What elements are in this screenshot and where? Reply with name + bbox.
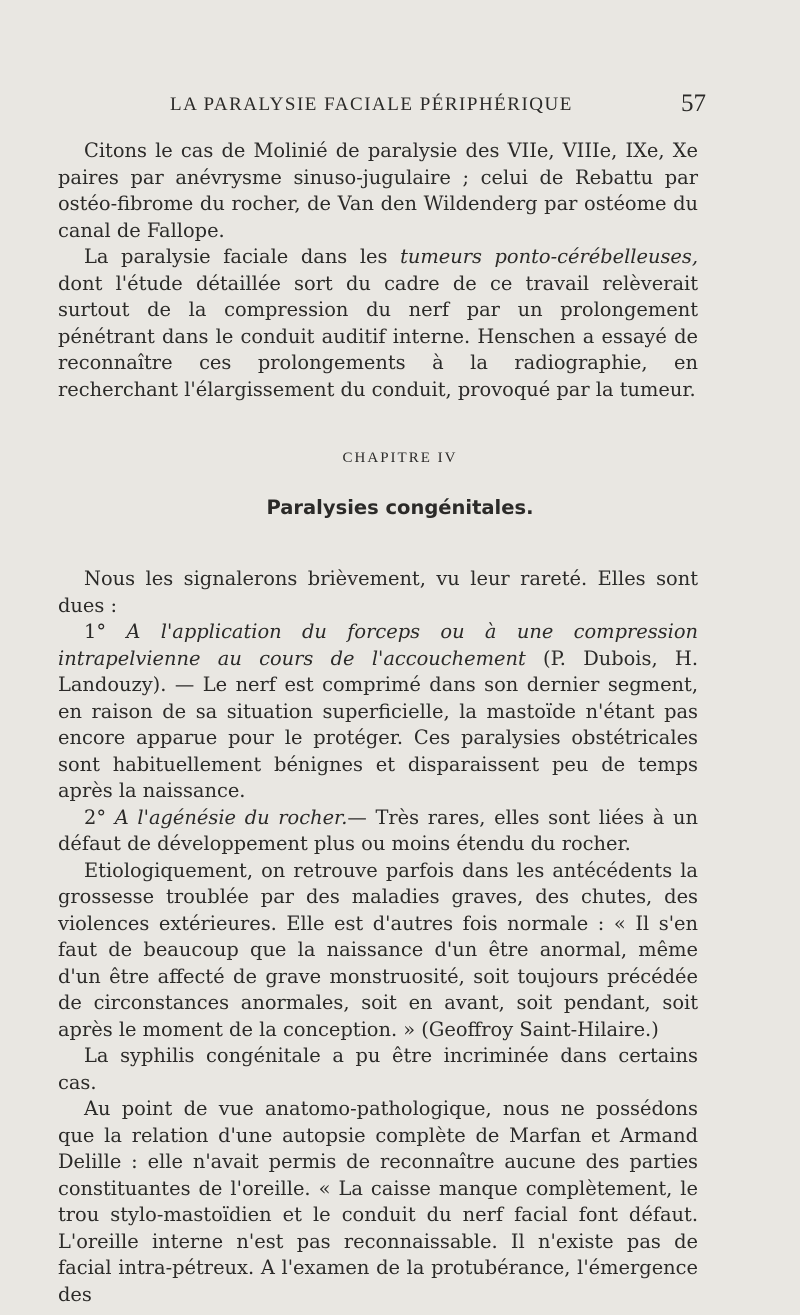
paragraph-agenesie xyxy=(58,805,698,858)
text-block-top xyxy=(58,138,698,403)
chapter-label: CHAPITRE IV xyxy=(342,450,458,466)
para-text: — Très rares, elles sont liées à un défaut de développement plus ou moins étendu du rocher. xyxy=(58,805,698,855)
paragraph-intro: Nous les signalerons brièvement, vu leur rareté. Elles sont dues : xyxy=(58,567,698,617)
paragraph-molinie: Citons le cas de Molinié de paralysie des VIIe, VIIIe, IXe, Xe paires par anévrysme sinuso-jugulaire ; celui de Rebattu par ostéo-fibrome du rocher, de Van den Wildenderg par ostéome du canal de Fallope. xyxy=(58,139,698,242)
para-number: 1° xyxy=(84,620,127,643)
para-text: (P. Dubois, H. Landouzy). — Le nerf est comprimé dans son dernier segment, en raison de sa situation superficielle, la mastoïde n'étant pas encore apparue pour le protéger. Ces paralysies obstétricales sont habituellement bénignes et disparaissent peu de temps après la naissance. xyxy=(58,646,698,802)
text-block-chapter xyxy=(58,566,698,1308)
para-italic: A l'application du forceps ou à une compression intrapelvienne au cours de l'accouchement xyxy=(58,620,698,670)
chapter-title: Paralysies congénitales. xyxy=(266,496,534,519)
paragraph-ponto-cerebelleuses xyxy=(58,244,698,403)
running-header xyxy=(170,90,710,117)
paragraph-anatomo: Au point de vue anatomo-pathologique, nous ne possédons que la relation d'une autopsie complète de Marfan et Armand Delille : elle n'avait permis de reconnaître aucune des parties constituantes de l'oreille. « La caisse manque complètement, le trou stylo-mastoïdien et le conduit du nerf facial font défaut. L'oreille interne n'est pas reconnaissable. Il n'existe pas de facial intra-pétreux. A l'examen de la protubérance, l'émergence des xyxy=(58,1097,698,1306)
paragraph-syphilis: La syphilis congénitale a pu être incriminée dans certains cas. xyxy=(58,1044,698,1094)
para-text: dont l'étude détaillée sort du cadre de ce travail relèverait surtout de la compression du nerf par un prolongement pénétrant dans le conduit auditif interne. Henschen a essayé de reconnaître ces prolongements à la radiographie, en recherchant l'élargissement du conduit, provoqué par la tumeur. xyxy=(58,271,698,401)
para-italic: tumeurs ponto-cérébelleuses, xyxy=(400,245,698,268)
running-title: LA PARALYSIE FACIALE PÉRIPHÉRIQUE xyxy=(170,94,573,115)
page-number: 57 xyxy=(681,90,706,117)
paragraph-etiologie: Etiologiquement, on retrouve parfois dans les antécédents la grossesse troublée par des maladies graves, des chutes, des violences extérieures. Elle est d'autres fois normale : « Il s'en faut de beaucoup que la naissance d'un être anormal, même d'un être affecté de grave monstruosité, soit toujours précédée de circonstances anormales, soit en avant, soit pendant, soit après le moment de la conception. » (Geoffroy Saint-Hilaire.) xyxy=(58,858,698,1041)
para-number: 2° xyxy=(84,805,115,829)
para-italic: A l'agénésie du rocher. xyxy=(114,805,348,829)
para-text: La paralysie faciale dans les xyxy=(84,245,401,268)
paragraph-forceps xyxy=(58,619,698,805)
